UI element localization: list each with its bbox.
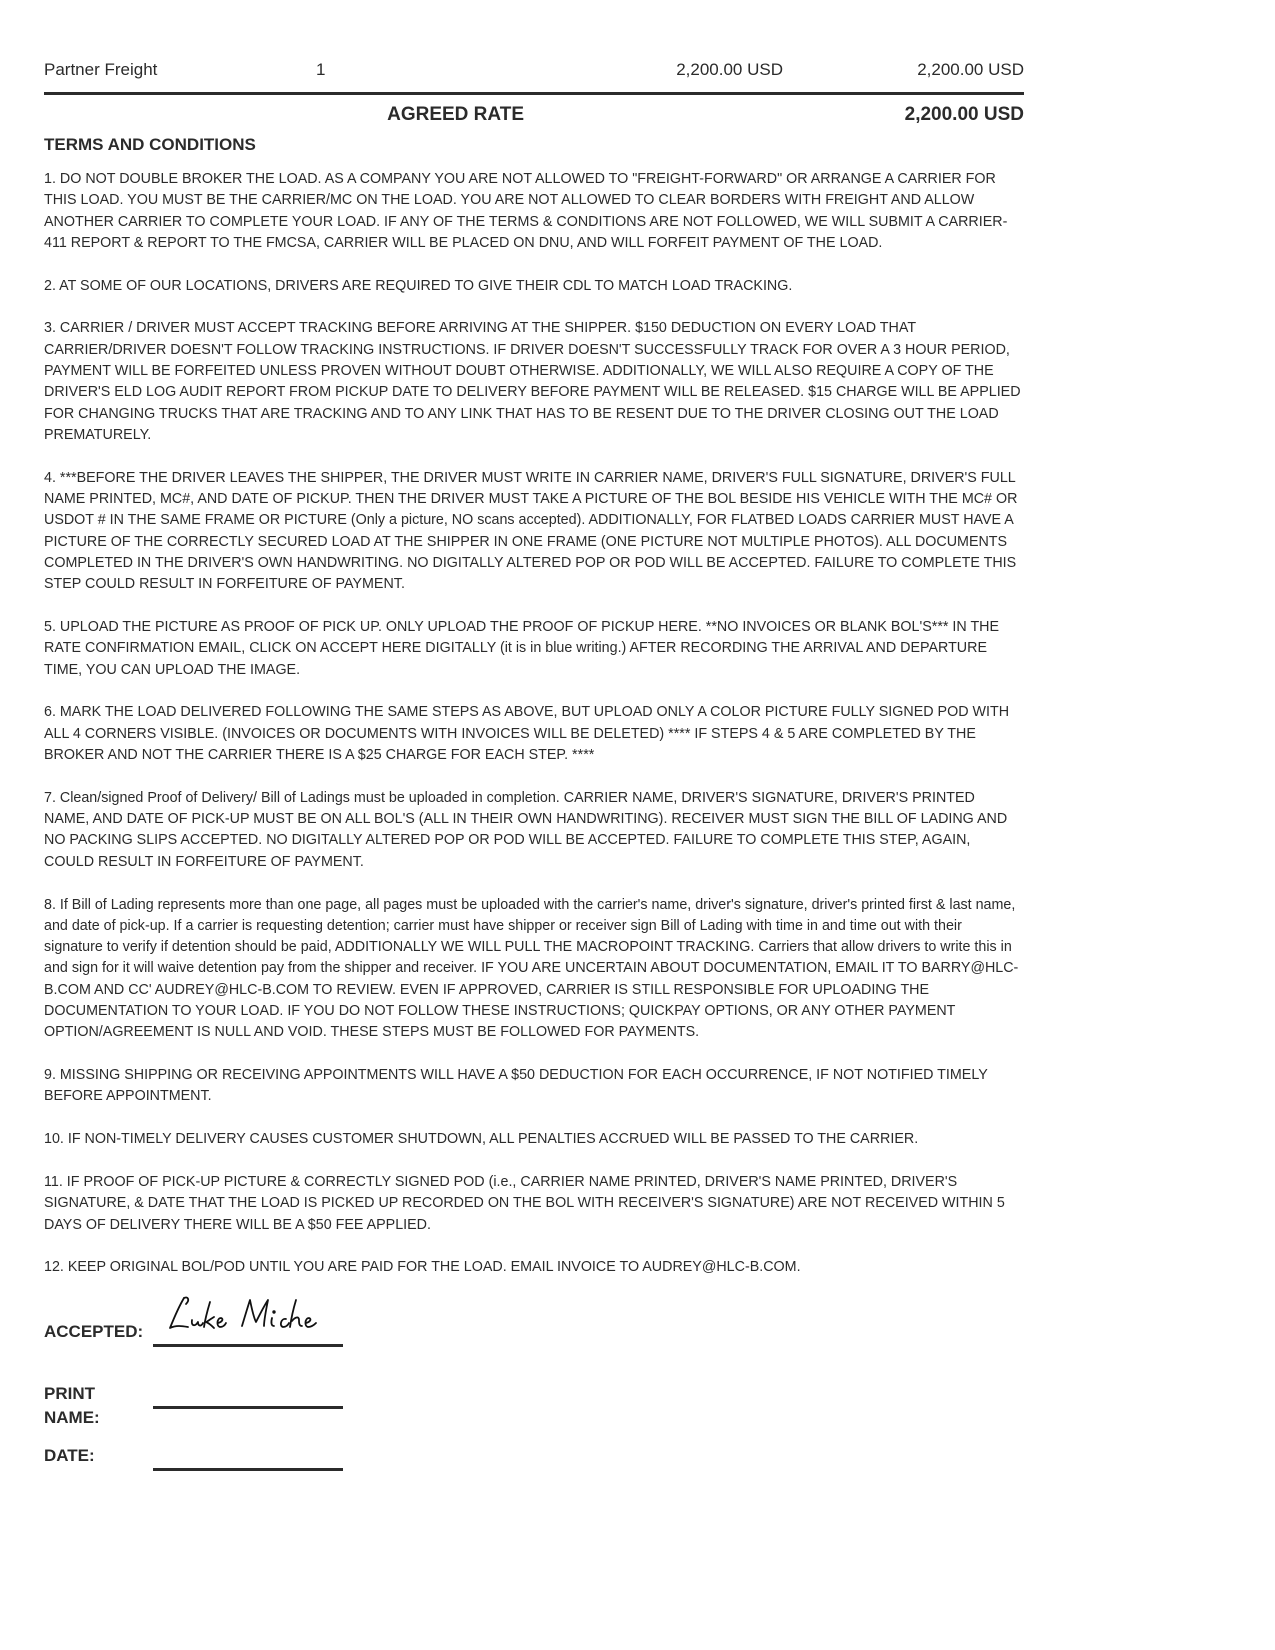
signature-block: [44, 1292, 1024, 1482]
handwritten-signature: [162, 1292, 362, 1338]
accepted-signature-line[interactable]: [153, 1344, 343, 1347]
print-name-label-line1: PRINT: [44, 1384, 95, 1404]
agreed-rate-row: [44, 95, 1024, 135]
print-name-line[interactable]: [153, 1406, 343, 1409]
print-name-label-line2: NAME:: [44, 1408, 100, 1428]
term-item: 8. If Bill of Lading represents more than one page, all pages must be uploaded with the carrier's name, driver's signature, driver's printed first & last name, and date of pick-up. If a carrier is requesting detention; carrier must have shipper or receiver sign Bill of Lading with time in and time out with their signature to verify if detention should be paid, ADDITIONALLY WE WILL PULL THE MACROPOINT TRACKING. Carriers that allow drivers to write this in and sign for it will waive detention pay from the shipper and receiver. IF YOU ARE UNCERTAIN ABOUT DOCUMENTATION, EMAIL IT TO BARRY@HLC-B.COM AND CC' AUDREY@HLC-B.COM TO REVIEW. EVEN IF APPROVED, CARRIER IS STILL RESPONSIBLE FOR UPLOADING THE DOCUMENTATION TO YOUR LOAD. IF YOU DO NOT FOLLOW THESE INSTRUCTIONS; QUICKPAY OPTIONS, OR ANY OTHER PAYMENT OPTION/AGREEMENT IS NULL AND VOID. THESE STEPS MUST BE FOLLOWED FOR PAYMENTS.: [44, 896, 1019, 1041]
date-label: DATE:: [44, 1446, 95, 1466]
term-item: 3. CARRIER / DRIVER MUST ACCEPT TRACKING BEFORE ARRIVING AT THE SHIPPER. $150 DEDUCTION ON EVERY LOAD THAT CARRIER/DRIVER DOESN'T FOLLOW TRACKING INSTRUCTIONS. IF DRIVER DOESN'T SUCCESSFULLY TRACK FOR OVER A 3 HOUR PERIOD, PAYMENT WILL BE FORFEITED UNLESS PROVEN WITHOUT DOUBT OTHERWISE. ADDITIONALLY, WE WILL ALSO REQUIRE A COPY OF THE DRIVER'S ELD LOG AUDIT REPORT FROM PICKUP DATE TO DELIVERY BEFORE PAYMENT WILL BE RELEASED. $15 CHARGE WILL BE APPLIED FOR CHANGING TRUCKS THAT ARE TRACKING AND TO ANY LINK THAT HAS TO BE RESENT DUE TO THE DRIVER CLOSING OUT THE LOAD PREMATURELY.: [44, 320, 1021, 443]
terms-list: [44, 169, 1024, 1279]
term-item: 12. KEEP ORIGINAL BOL/POD UNTIL YOU ARE PAID FOR THE LOAD. EMAIL INVOICE TO AUDREY@HLC-B.COM.: [44, 1259, 801, 1276]
term-item: 10. IF NON-TIMELY DELIVERY CAUSES CUSTOMER SHUTDOWN, ALL PENALTIES ACCRUED WILL BE PASSED TO THE CARRIER.: [44, 1131, 919, 1148]
line-item-total: 2,200.00 USD: [917, 60, 1024, 79]
term-item: 2. AT SOME OF OUR LOCATIONS, DRIVERS ARE REQUIRED TO GIVE THEIR CDL TO MATCH LOAD TRACKING.: [44, 277, 793, 294]
line-item-rate: 2,200.00 USD: [676, 60, 783, 79]
date-line[interactable]: [153, 1468, 343, 1471]
term-item: 4. ***BEFORE THE DRIVER LEAVES THE SHIPPER, THE DRIVER MUST WRITE IN CARRIER NAME, DRIVER'S FULL SIGNATURE, DRIVER'S FULL NAME PRINTED, MC#, AND DATE OF PICKUP. THEN THE DRIVER MUST TAKE A PICTURE OF THE BOL BESIDE HIS VEHICLE WITH THE MC# OR USDOT # IN THE SAME FRAME OR PICTURE (Only a picture, NO scans accepted). ADDITIONALLY, FOR FLATBED LOADS CARRIER MUST HAVE A PICTURE OF THE CORRECTLY SECURED LOAD AT THE SHIPPER IN ONE FRAME (ONE PICTURE NOT MULTIPLE PHOTOS). ALL DOCUMENTS COMPLETED IN THE DRIVER'S OWN HANDWRITING. NO DIGITALLY ALTERED POP OR POD WILL BE ACCEPTED. FAILURE TO COMPLETE THIS STEP COULD RESULT IN FORFEITURE OF PAYMENT.: [44, 469, 1018, 593]
print-name-label: [44, 1382, 100, 1430]
term-item: 9. MISSING SHIPPING OR RECEIVING APPOINTMENTS WILL HAVE A $50 DEDUCTION FOR EACH OCCURRENCE, IF NOT NOTIFIED TIMELY BEFORE APPOINTMENT.: [44, 1067, 988, 1105]
line-item-quantity: 1: [316, 60, 326, 79]
rate-confirmation-page: [44, 60, 1024, 1482]
term-item: 11. IF PROOF OF PICK-UP PICTURE & CORRECTLY SIGNED POD (i.e., CARRIER NAME PRINTED, DRIVER'S NAME PRINTED, DRIVER'S SIGNATURE, & DATE THAT THE LOAD IS PICKED UP RECORDED ON THE BOL WITH RECEIVER'S SIGNATURE) ARE NOT RECEIVED WITHIN 5 DAYS OF DELIVERY THERE WILL BE A $50 FEE APPLIED.: [44, 1173, 1005, 1233]
line-item-description: Partner Freight: [44, 60, 158, 79]
term-item: 6. MARK THE LOAD DELIVERED FOLLOWING THE SAME STEPS AS ABOVE, BUT UPLOAD ONLY A COLOR PICTURE FULLY SIGNED POD WITH ALL 4 CORNERS VISIBLE. (INVOICES OR DOCUMENTS WITH INVOICES WILL BE DELETED) **** IF STEPS 4 & 5 ARE COMPLETED BY THE BROKER AND NOT THE CARRIER THERE IS A $25 CHARGE FOR EACH STEP. ****: [44, 704, 1010, 764]
accepted-label: ACCEPTED:: [44, 1322, 144, 1342]
term-item: 7. Clean/signed Proof of Delivery/ Bill of Ladings must be uploaded in completion. CARRIER NAME, DRIVER'S SIGNATURE, DRIVER'S PRINTED NAME, AND DATE OF PICK-UP MUST BE ON ALL BOL'S (ALL IN THEIR OWN HANDWRITING). RECEIVER MUST SIGN THE BILL OF LADING AND NO PACKING SLIPS ACCEPTED. NO DIGITALLY ALTERED POP OR POD WILL BE ACCEPTED. FAILURE TO COMPLETE THIS STEP, AGAIN, COULD RESULT IN FORFEITURE OF PAYMENT.: [44, 789, 1008, 870]
agreed-rate-value: 2,200.00 USD: [904, 104, 1024, 125]
line-item-row: [44, 60, 1024, 86]
terms-heading: TERMS AND CONDITIONS: [44, 135, 256, 154]
agreed-rate-label: AGREED RATE: [387, 104, 524, 125]
term-item: 5. UPLOAD THE PICTURE AS PROOF OF PICK UP. ONLY UPLOAD THE PROOF OF PICKUP HERE. **NO INVOICES OR BLANK BOL'S*** IN THE RATE CONFIRMATION EMAIL, CLICK ON ACCEPT HERE DIGITALLY (it is in blue writing.) AFTER RECORDING THE ARRIVAL AND DEPARTURE TIME, YOU CAN UPLOAD THE IMAGE.: [44, 619, 1000, 678]
term-item: 1. DO NOT DOUBLE BROKER THE LOAD. AS A COMPANY YOU ARE NOT ALLOWED TO "FREIGHT-FORWARD" OR ARRANGE A CARRIER FOR THIS LOAD. YOU MUST BE THE CARRIER/MC ON THE LOAD. YOU ARE NOT ALLOWED TO CLEAR BORDERS WITH FREIGHT AND ALLOW ANOTHER CARRIER TO COMPLETE YOUR LOAD. IF ANY OF THE TERMS & CONDITIONS ARE NOT FOLLOWED, WE WILL SUBMIT A CARRIER-411 REPORT & REPORT TO THE FMCSA, CARRIER WILL BE PLACED ON DNU, AND WILL FORFEIT PAYMENT OF THE LOAD.: [44, 171, 1008, 251]
